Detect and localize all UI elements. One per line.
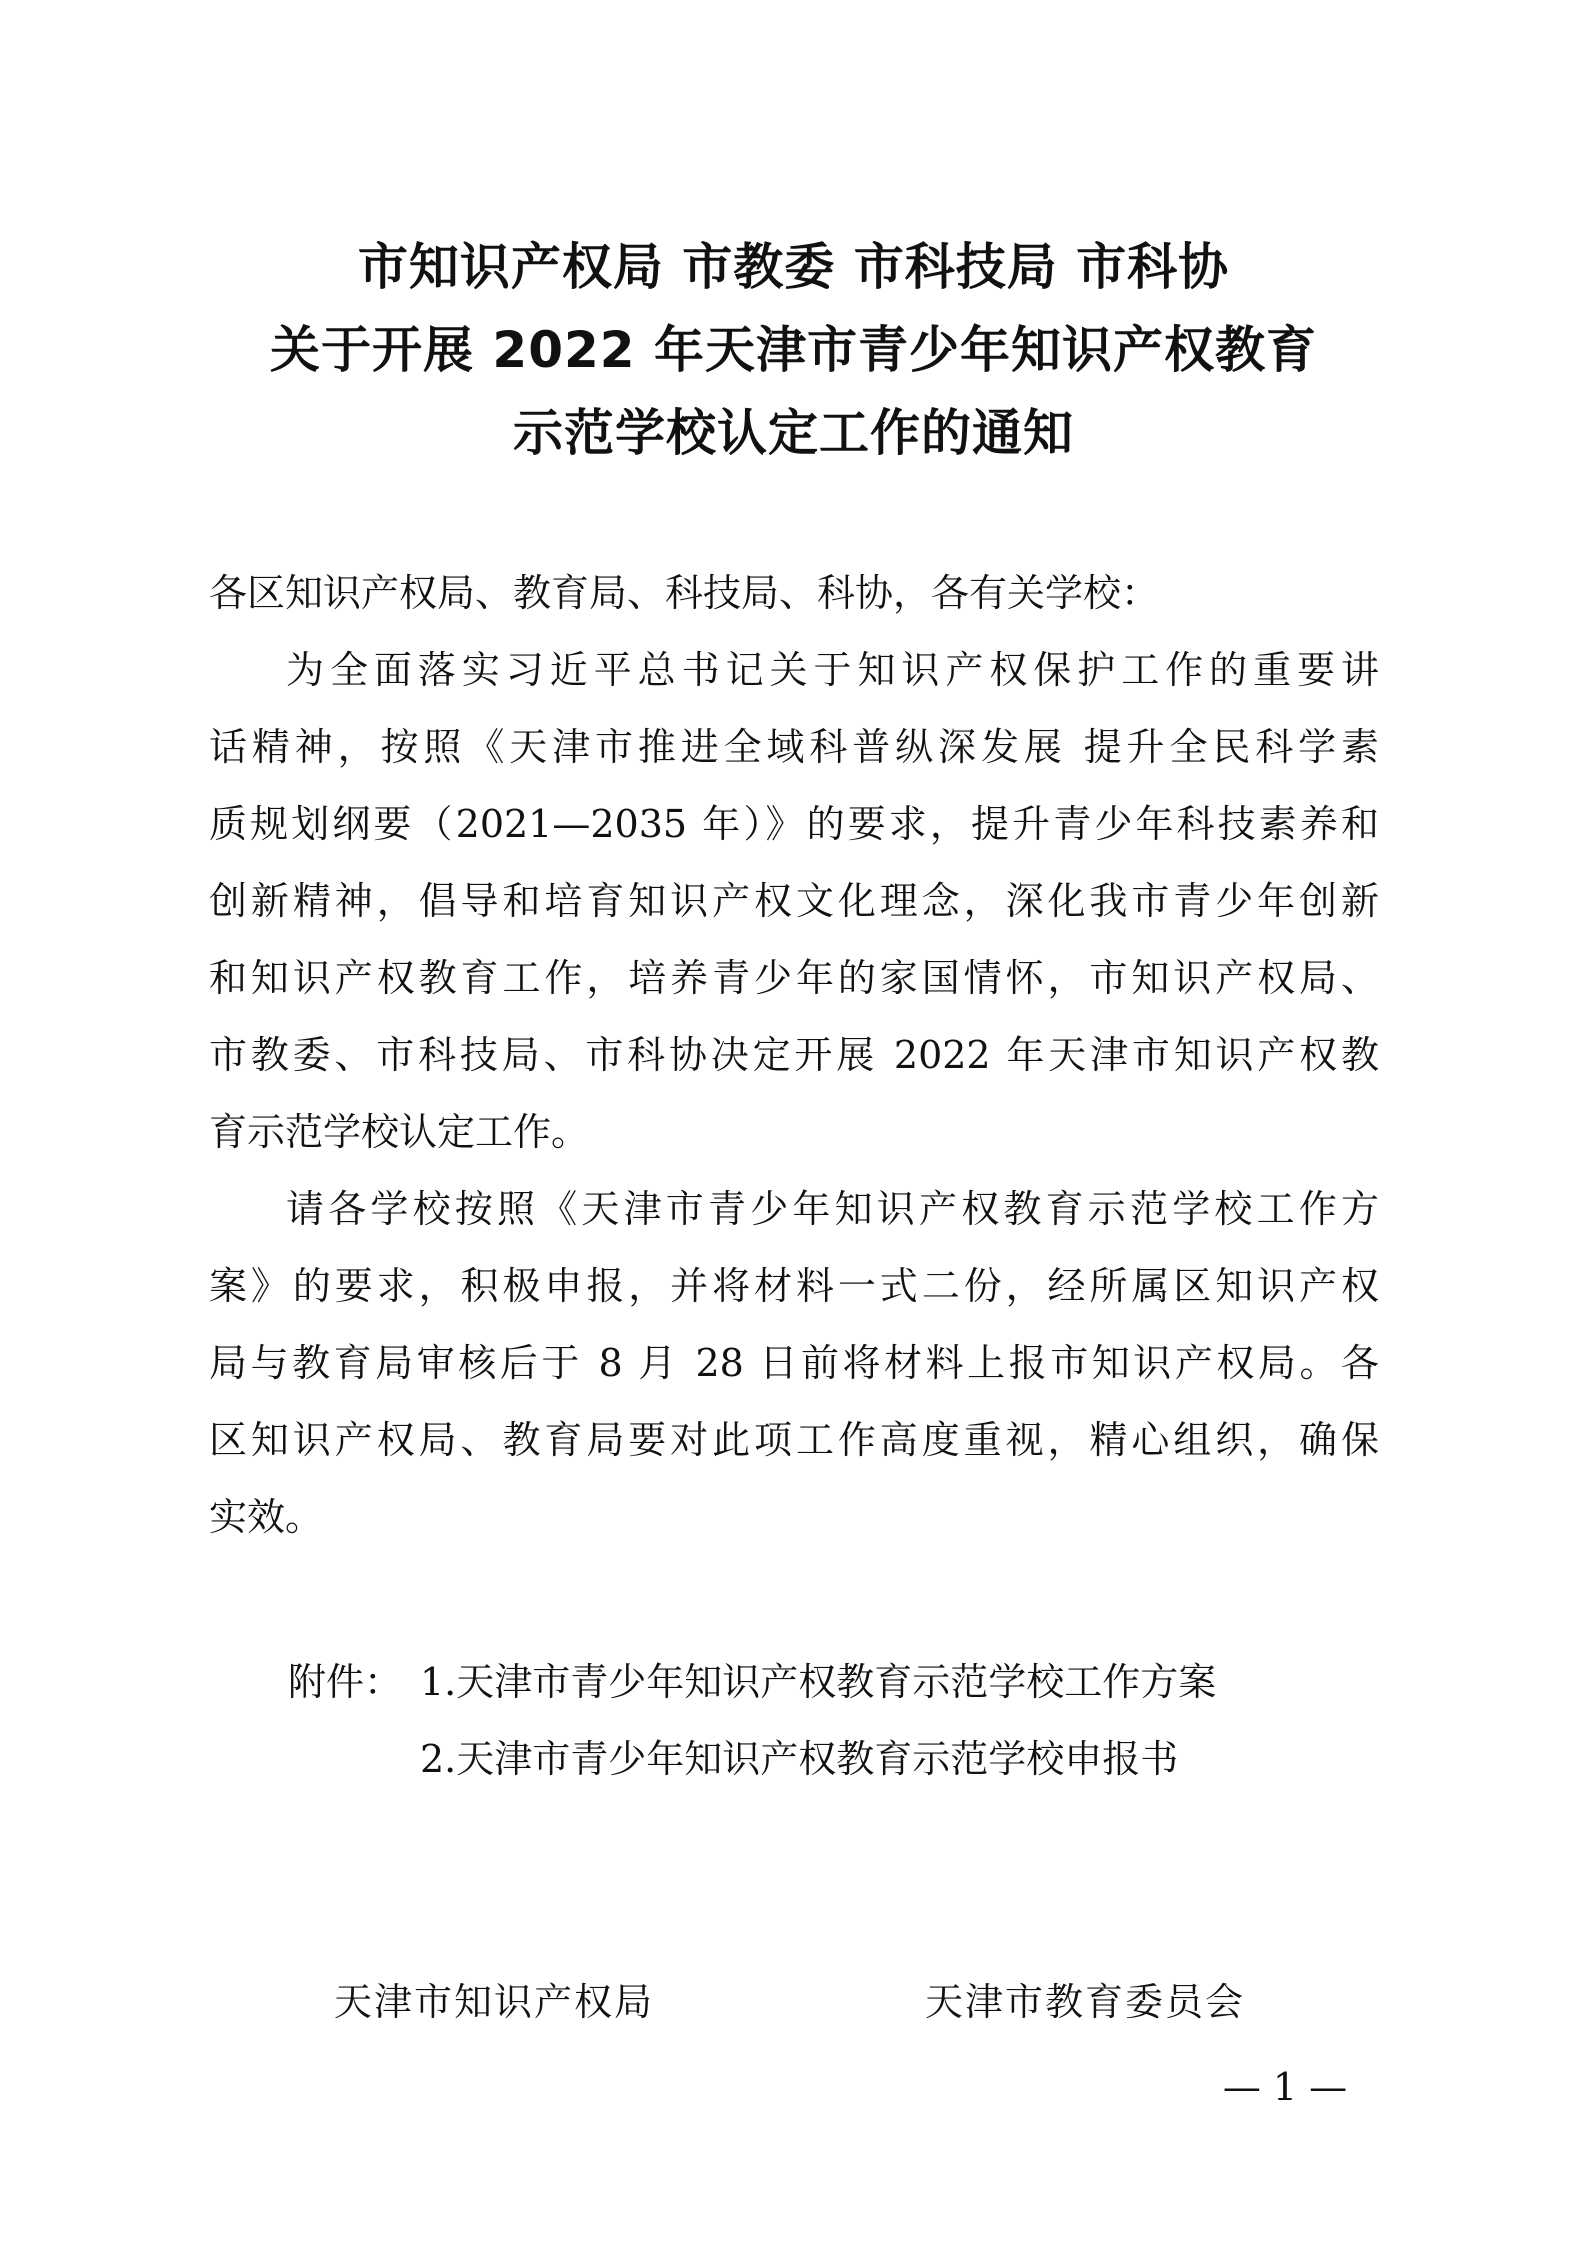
para2-line-2: 案》的要求，积极申报，并将材料一式二份，经所属区知识产权 xyxy=(209,1264,1379,1308)
title-line-2: 关于开展 2022 年天津市青少年知识产权教育 xyxy=(270,321,1317,379)
signature-right: 天津市教育委员会 xyxy=(925,1980,1246,2024)
title-line-1: 市知识产权局 市教委 市科技局 市科协 xyxy=(357,238,1230,296)
para1-line-6: 市教委、市科技局、市科协决定开展 2022 年天津市知识产权教 xyxy=(209,1033,1379,1077)
page-number: — 1 — xyxy=(1222,2065,1348,2109)
para2-line-4: 区知识产权局、教育局要对此项工作高度重视，精心组织，确保 xyxy=(209,1418,1379,1462)
attachments-label: 附件： xyxy=(288,1660,403,1704)
para2-line-1: 请各学校按照《天津市青少年知识产权教育示范学校工作方 xyxy=(286,1187,1379,1231)
signature-left: 天津市知识产权局 xyxy=(334,1980,655,2024)
para1-line-4: 创新精神，倡导和培育知识产权文化理念，深化我市青少年创新 xyxy=(209,879,1379,923)
para1-line-3: 质规划纲要（2021—2035 年）》的要求，提升青少年科技素养和 xyxy=(209,802,1379,846)
para1-line-7: 育示范学校认定工作。 xyxy=(209,1110,590,1154)
title-line-3: 示范学校认定工作的通知 xyxy=(513,404,1074,462)
para1-line-5: 和知识产权教育工作，培养青少年的家国情怀，市知识产权局、 xyxy=(209,956,1379,1000)
para2-line-5: 实效。 xyxy=(209,1495,324,1539)
para1-line-2: 话精神，按照《天津市推进全域科普纵深发展 提升全民科学素 xyxy=(209,725,1379,769)
para2-line-3: 局与教育局审核后于 8 月 28 日前将材料上报市知识产权局。各 xyxy=(209,1341,1379,1385)
salutation: 各区知识产权局、教育局、科技局、科协，各有关学校： xyxy=(209,571,1160,615)
attachment-item-2: 2.天津市青少年知识产权教育示范学校申报书 xyxy=(420,1737,1179,1781)
attachment-item-1: 1.天津市青少年知识产权教育示范学校工作方案 xyxy=(420,1660,1217,1704)
para1-line-1: 为全面落实习近平总书记关于知识产权保护工作的重要讲 xyxy=(286,648,1379,692)
